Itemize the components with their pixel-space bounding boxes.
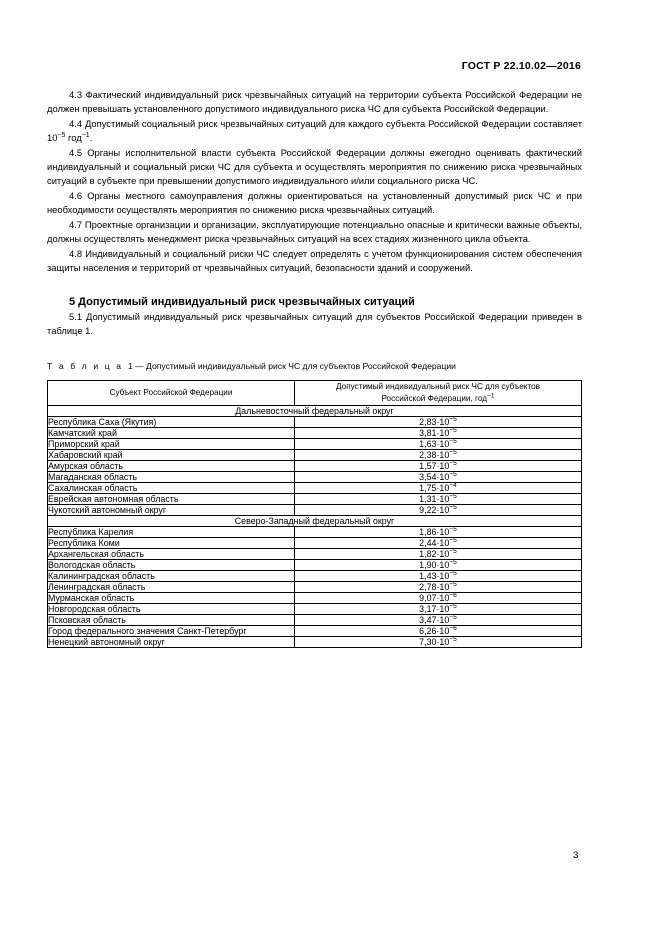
- table-row: [48, 614, 582, 625]
- risk-value-mantissa: 1,57: [419, 460, 437, 471]
- risk-value-base: ·10: [436, 614, 450, 625]
- risk-value-base: ·10: [436, 570, 450, 581]
- risk-value: [295, 493, 582, 504]
- risk-value-exponent: −5: [449, 547, 457, 555]
- risk-value-mantissa: 1,31: [419, 493, 437, 504]
- subject-name: Приморский край: [48, 438, 295, 449]
- paragraph-4-4-text-before: 4.4 Допустимый социальный риск чрезвычайных ситуаций для каждого субъекта Российской Федерации составляет 10: [47, 117, 582, 144]
- table-caption-text: — Допустимый индивидуальный риск ЧС для субъектов Российской Федерации: [135, 360, 456, 371]
- table-row: [48, 548, 582, 559]
- risk-value-exponent: −5: [449, 470, 457, 478]
- risk-value-exponent: −5: [449, 503, 457, 511]
- risk-value-base: ·10: [436, 559, 450, 570]
- subject-name: Еврейская автономная область: [48, 493, 295, 504]
- risk-value-exponent: −5: [449, 437, 457, 445]
- risk-table-body: [48, 405, 582, 647]
- table-caption-label: Т а б л и ц а: [47, 360, 124, 371]
- risk-value-mantissa: 2,78: [419, 581, 437, 592]
- risk-value-exponent: −5: [449, 426, 457, 434]
- table-row: [48, 493, 582, 504]
- paragraph-4-4-superscript-1: −5: [57, 131, 66, 139]
- risk-value: [295, 592, 582, 603]
- risk-value-base: ·10: [436, 548, 450, 559]
- risk-value-mantissa: 2,44: [419, 537, 437, 548]
- table-row: [48, 460, 582, 471]
- risk-value: [295, 416, 582, 427]
- risk-value-base: ·10: [436, 471, 450, 482]
- risk-value-exponent: −5: [449, 580, 457, 588]
- risk-value-base: ·10: [436, 427, 450, 438]
- risk-value-mantissa: 9,22: [419, 504, 437, 515]
- risk-value-exponent: −4: [449, 481, 457, 489]
- paragraph-4-3: 4.3 Фактический индивидуальный риск чрезвычайных ситуаций на территории субъекта Российской Федерации не должен превышать установленного допустимого индивидуального риска ЧС для субъекта Российской Федерации.: [47, 89, 582, 115]
- risk-value: [295, 548, 582, 559]
- table-row: [48, 570, 582, 581]
- risk-value: [295, 526, 582, 537]
- risk-value-exponent: −5: [449, 448, 457, 456]
- subject-name: Калининградская область: [48, 570, 295, 581]
- risk-value-exponent: −5: [449, 613, 457, 621]
- paragraph-5-1: 5.1 Допустимый индивидуальный риск чрезвычайных ситуаций для субъектов Российской Федерации приведен в таблице 1.: [47, 311, 582, 337]
- table-row: [48, 471, 582, 482]
- paragraph-4-4-superscript-2: −1: [81, 131, 90, 139]
- subject-name: Ленинградская область: [48, 581, 295, 592]
- table-row: [48, 559, 582, 570]
- risk-value-base: ·10: [436, 603, 450, 614]
- risk-value-base: ·10: [436, 526, 450, 537]
- paragraph-4-8: 4.8 Индивидуальный и социальный риски ЧС следует определять с учетом функционирования систем обеспечения защиты населения и территорий от чрезвычайных ситуаций, безопасности зданий и сооружений.: [47, 247, 582, 273]
- risk-value-exponent: −5: [449, 602, 457, 610]
- risk-value: [295, 438, 582, 449]
- risk-value: [295, 482, 582, 493]
- risk-value-mantissa: 9,07: [419, 592, 437, 603]
- subject-name: Амурская область: [48, 460, 295, 471]
- table-row: [48, 504, 582, 515]
- page-header-standard-number: ГОСТ Р 22.10.02—2016: [461, 60, 581, 72]
- risk-value-mantissa: 1,90: [419, 559, 437, 570]
- risk-value-exponent: −5: [449, 525, 457, 533]
- risk-value-base: ·10: [436, 416, 450, 427]
- district-name: Дальневосточный федеральный округ: [48, 405, 582, 416]
- risk-value-exponent: −5: [449, 492, 457, 500]
- paragraph-4-4-text-mid: год: [65, 132, 82, 144]
- risk-table: [47, 380, 582, 648]
- risk-value-base: ·10: [436, 537, 450, 548]
- subject-name: Камчатский край: [48, 427, 295, 438]
- subject-name: Новгородская область: [48, 603, 295, 614]
- risk-value-mantissa: 1,86: [419, 526, 437, 537]
- risk-value-exponent: −5: [449, 569, 457, 577]
- table-row: [48, 581, 582, 592]
- risk-value-exponent: −5: [449, 536, 457, 544]
- risk-value: [295, 603, 582, 614]
- table-row: [48, 603, 582, 614]
- risk-value-exponent: −6: [449, 591, 457, 599]
- document-body: [47, 88, 582, 648]
- risk-value-base: ·10: [436, 504, 450, 515]
- risk-value-exponent: −5: [449, 635, 457, 643]
- subject-name: Псковская область: [48, 614, 295, 625]
- risk-value: [295, 570, 582, 581]
- table-row: [48, 592, 582, 603]
- table-caption: [47, 360, 582, 372]
- subject-name: Сахалинская область: [48, 482, 295, 493]
- risk-value-exponent: −5: [449, 459, 457, 467]
- risk-value-base: ·10: [436, 636, 450, 647]
- table-row: [48, 427, 582, 438]
- district-name: Северо-Западный федеральный округ: [48, 515, 582, 526]
- subject-name: Архангельская область: [48, 548, 295, 559]
- risk-value-exponent: −5: [449, 415, 457, 423]
- risk-table-head: [48, 380, 582, 405]
- table-row: [48, 526, 582, 537]
- risk-value-base: ·10: [436, 460, 450, 471]
- risk-value-exponent: −6: [449, 624, 457, 632]
- risk-value: [295, 636, 582, 647]
- risk-value: [295, 471, 582, 482]
- risk-value: [295, 537, 582, 548]
- risk-value-base: ·10: [436, 438, 450, 449]
- table-row: [48, 416, 582, 427]
- risk-value: [295, 460, 582, 471]
- table-row: [48, 537, 582, 548]
- risk-value: [295, 614, 582, 625]
- table-header-value-line1: Допустимый индивидуальный риск ЧС для субъектов: [336, 381, 540, 391]
- risk-value-exponent: −5: [449, 558, 457, 566]
- subject-name: Мурманская область: [48, 592, 295, 603]
- section-5-heading: 5 Допустимый индивидуальный риск чрезвычайных ситуаций: [69, 296, 415, 309]
- table-header-value-superscript: −1: [487, 391, 495, 399]
- subject-name: Республика Саха (Якутия): [48, 416, 295, 427]
- table-row: [48, 625, 582, 636]
- risk-value-mantissa: 3,81: [419, 427, 437, 438]
- paragraph-4-6: 4.6 Органы местного самоуправления должны ориентироваться на установленный допустимый риск ЧС и при необходимости осуществлять мероприятия по снижению риска чрезвычайных ситуаций.: [47, 189, 582, 216]
- subject-name: Ненецкий автономный округ: [48, 636, 295, 647]
- risk-value-base: ·10: [436, 581, 450, 592]
- subject-name: Республика Коми: [48, 537, 295, 548]
- table-row: [48, 482, 582, 493]
- risk-value-mantissa: 3,17: [419, 603, 437, 614]
- risk-value-mantissa: 7,30: [419, 636, 437, 647]
- risk-value: [295, 504, 582, 515]
- risk-value-mantissa: 2,38: [419, 449, 437, 460]
- risk-value: [295, 625, 582, 636]
- paragraph-4-4: [47, 117, 582, 145]
- risk-value: [295, 427, 582, 438]
- district-header-row: [48, 515, 582, 526]
- risk-value-mantissa: 1,63: [419, 438, 437, 449]
- risk-value-base: ·10: [436, 625, 450, 636]
- risk-value-mantissa: 1,43: [419, 570, 437, 581]
- table-header-subject: Субъект Российской Федерации: [48, 380, 295, 405]
- paragraph-4-7: 4.7 Проектные организации и организации, эксплуатирующие потенциально опасные и критически важные объекты, должны осуществлять менеджмент риска чрезвычайных ситуаций на всех стадиях жизненного цикла объекта.: [47, 218, 582, 245]
- subject-name: Чукотский автономный округ: [48, 504, 295, 515]
- risk-value-mantissa: 1,82: [419, 548, 437, 559]
- risk-value: [295, 581, 582, 592]
- subject-name: Хабаровский край: [48, 449, 295, 460]
- table-row: [48, 438, 582, 449]
- subject-name: Вологодская область: [48, 559, 295, 570]
- subject-name: Магаданская область: [48, 471, 295, 482]
- risk-value: [295, 559, 582, 570]
- subject-name: Республика Карелия: [48, 526, 295, 537]
- page-number: 3: [573, 850, 579, 861]
- table-row: [48, 636, 582, 647]
- risk-value-base: ·10: [436, 482, 450, 493]
- subject-name: Город федерального значения Санкт-Петербург: [48, 625, 295, 636]
- risk-value-mantissa: 1,75: [419, 482, 437, 493]
- risk-value-base: ·10: [436, 592, 450, 603]
- risk-value-base: ·10: [436, 449, 450, 460]
- risk-value-mantissa: 2,83: [419, 416, 437, 427]
- risk-value-mantissa: 3,54: [419, 471, 437, 482]
- table-header-value: [295, 380, 582, 405]
- risk-value-base: ·10: [436, 493, 450, 504]
- district-header-row: [48, 405, 582, 416]
- paragraph-4-5: 4.5 Органы исполнительной власти субъекта Российской Федерации должны ежегодно оценивать фактический индивидуальный и социальный риски ЧС для субъекта и осуществлять мероприятия по снижению риска чрезвычайных ситуаций в субъекте при превышении допустимого индивидуального и/или социального риска ЧС.: [47, 146, 582, 187]
- risk-value-mantissa: 3,47: [419, 614, 437, 625]
- table-caption-number: 1: [127, 360, 133, 371]
- table-header-value-line2: Российской Федерации, год: [381, 393, 487, 403]
- risk-value-mantissa: 6,26: [419, 625, 437, 636]
- table-header-row: [48, 380, 582, 405]
- table-row: [48, 449, 582, 460]
- paragraph-4-4-text-after: .: [89, 132, 93, 144]
- risk-value: [295, 449, 582, 460]
